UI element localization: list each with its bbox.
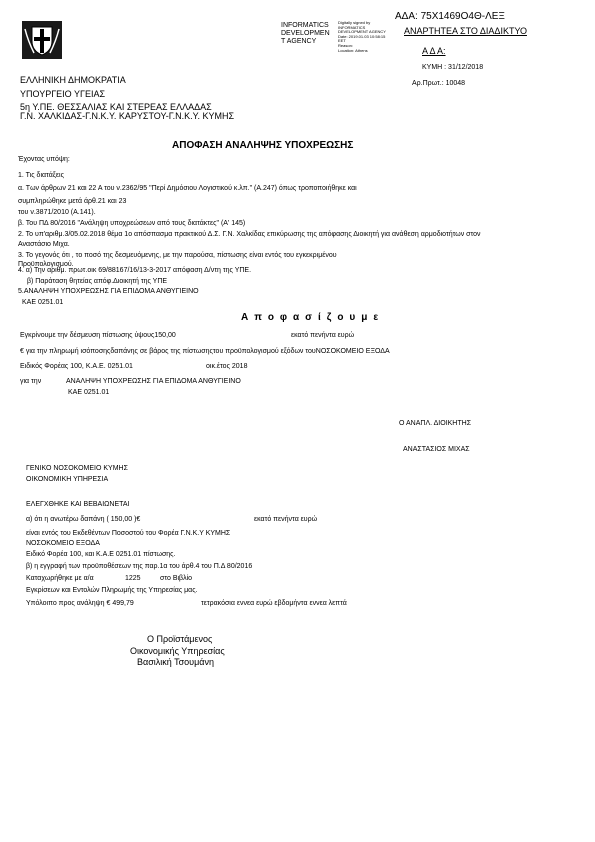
fiscal-year: οικ.έτος 2018 [206,363,248,370]
city-date: ΚΥΜΗ : 31/12/2018 [422,64,484,71]
issuer-line: ΥΠΟΥΡΓΕΙΟ ΥΓΕΙΑΣ [20,89,106,99]
signature-department: Οικονομικής Υπηρεσίας [130,646,225,656]
decision-heading: Α π ο φ α σ ί ζ ο υ μ ε [241,312,380,323]
record-number: 1225 [125,575,141,582]
logo-line: T AGENCY [281,38,317,45]
director-title: Ο ΑΝΑΠΛ. ΔΙΟΙΚΗΤΗΣ [399,420,472,427]
ada-label: Α Δ Α: [422,46,446,56]
considering-line: του ν.3871/2010 (Α.141). [18,209,96,216]
checked-heading: ΕΛΕΓΧΘΗΚΕ ΚΑΙ ΒΕΒΑΙΩΝΕΤΑΙ [26,501,130,508]
finance-a-line: α) ότι η ανωτέρω δαπάνη ( 150,00 )€ [26,516,141,523]
considering-line: 5.ΑΝΑΛΗΨΗ ΥΠΟΧΡΕΩΣΗΣ ΓΙΑ ΕΠΙΔΟΜΑ ΑΝΘΥΓΙΕΙΝΟ [18,288,199,295]
record-label: Καταχωρήθηκε με α/α [26,575,94,582]
orders-line: Εγκρίσεων και Εντολών Πληρωμής της Υπηρεσίας μας. [26,587,198,594]
issuer-line: 5η Υ.ΠΕ. ΘΕΣΣΑΛΙΑΣ ΚΑΙ ΣΤΕΡΕΑΣ ΕΛΛΑΔΑΣ [20,102,212,112]
published-online-link[interactable]: ΑΝΑΡΤΗΤΕΑ ΣΤΟ ΔΙΑΔΙΚΤΥΟ [404,26,527,36]
ada-number: ΑΔΑ: 75Χ1469Ο4Θ-ΛΕΞ [395,11,505,22]
director-name: ΑΝΑΣΤΑΣΙΟΣ ΜΙΧΑΣ [403,446,470,453]
signature-line: Location: Athens [338,47,368,53]
issuer-line: ΕΛΛΗΝΙΚΗ ΔΗΜΟΚΡΑΤΙΑ [20,75,126,85]
approve-line: Εγκρίνουμε την δέσμευση πίστωσης ύψους150,00 [20,332,176,339]
finance-a-words: εκατό πενήντα ευρώ [254,516,318,523]
approve-amount-words: εκατό πενήντα ευρώ [291,332,355,339]
balance-words: τετρακόσια εννεα ευρώ εβδομήντα εννεα λεπτά [201,600,347,607]
finance-org-line: ΟΙΚΟΝΟΜΙΚΗ ΥΠΗΡΕΣΙΑ [26,476,109,483]
finance-b-line: β) η εγγραφή των προϋποθέσεων της παρ.1α του άρθ.4 του Π.Δ 80/2016 [26,563,253,570]
finance-org-line: ΓΕΝΙΚΟ ΝΟΣΟΚΟΜΕΙΟ ΚΥΜΗΣ [26,465,128,472]
signature-line: DEVELOPMENT AGENCY [338,29,386,35]
issuer-line: Γ.Ν. ΧΑΛΚΙΔΑΣ-Γ.Ν.Κ.Υ. ΚΑΡΥΣΤΟΥ-Γ.Ν.Κ.Υ. ΚΥΜΗΣ [20,111,235,121]
considering-line: Αναστάσιο Μιχα. [18,241,70,248]
considering-line: 3. Το γεγονός ότι , το ποσό της δεσμευόμενης, με την παρούσα, πίστωσης είναι εντός του εγκεκριμένου [18,252,337,259]
logo-line: INFORMATICS [281,22,329,29]
signature-line: INFORMATICS [338,24,366,30]
for-label: για την [20,378,42,385]
balance-label: Υπόλοιπο προς ανάληψη € 499,79 [26,600,134,607]
record-book: στο Βιβλίο [160,575,193,582]
considering-line: Προϋπολογισμού. [18,261,74,268]
document-title: ΑΠΟΦΑΣΗ ΑΝΑΛΗΨΗΣ ΥΠΟΧΡΕΩΣΗΣ [172,140,354,151]
agency-logo-text [281,22,330,46]
signature-line: Date: 2019.01.03 10:58:15 [338,33,386,39]
entity-line: ΝΟΣΟΚΟΜΕΙΟ ΕΞΟΔΑ [26,540,100,547]
considering-line: α. Των άρθρων 21 και 22 Α του ν.2362/95 "Περί Δημόσιου Λογιστικού κ.λπ." (Α.247) όπως τροποποιήθηκε και [18,185,357,192]
signature-line: Reason: [338,42,353,48]
considering-label: Έχοντας υπόψη: [18,156,70,163]
payment-line: € για την πληρωμή ισόποσηςδαπάνης σε βάρος της πίστωσηςτου προϋπολογισμού εξόδων τουΝΟΣΟΚΟΜΕΙΟ ΕΞΟΔΑ [20,348,390,355]
considering-line: συμπληρώθηκε μετά άρθ.21 και 23 [18,198,127,205]
protocol-number: Αρ.Πρωτ.: 10048 [412,80,466,87]
considering-line: 1. Τις διατάξεις [18,172,64,179]
entity-line: είναι εντός του Εκδεθέντων Ποσοστού του Φορέα Γ.Ν.Κ.Υ ΚΥΜΗΣ [26,530,231,537]
signature-line: EET [338,38,346,44]
greek-coat-of-arms-icon [22,21,62,59]
signature-title: Ο Προϊστάμενος [147,634,213,644]
signature-line: Digitally signed by [338,20,371,25]
signature-name: Βασιλική Τσουμάνη [137,657,214,667]
digital-signature-block [338,21,386,53]
considering-line: 4. α) Την αριθμ. πρωτ.οικ 69/88167/16/13-3-2017 απόφαση Δ/ντη της ΥΠΕ. [18,267,252,274]
special-body-line: Ειδικός Φορέας 100, Κ.Α.Ε. 0251.01 [20,363,133,370]
for-kae: ΚΑΕ 0251.01 [68,389,110,396]
considering-line: β) Παράταση θητείας απόφ.Διοικητή της ΥΠΕ [27,278,168,285]
logo-line: DEVELOPMEN [281,30,330,37]
considering-line: β. Του ΠΔ 80/2016 "Ανάληψη υποχρεώσεων από τους διατάκτες" (Α' 145) [18,220,246,227]
considering-line: 2. Το υπ'αριθμ.3/05.02.2018 θέμα 1ο απόσπασμα πρακτικού Δ.Σ. Γ.Ν. Χαλκίδας επικύρωσης της απόφασης Διοικητή για ανάθεση αρμοδιοτήτων στον [18,231,481,238]
considering-line: ΚΑΕ 0251.01 [22,299,64,306]
for-subject: ΑΝΑΛΗΨΗ ΥΠΟΧΡΕΩΣΗΣ ΓΙΑ ΕΠΙΔΟΜΑ ΑΝΘΥΓΙΕΙΝΟ [66,378,241,385]
finance-special-body: Ειδικό Φορέα 100, και Κ.Α.Ε 0251.01 πίστωσης. [26,551,176,558]
